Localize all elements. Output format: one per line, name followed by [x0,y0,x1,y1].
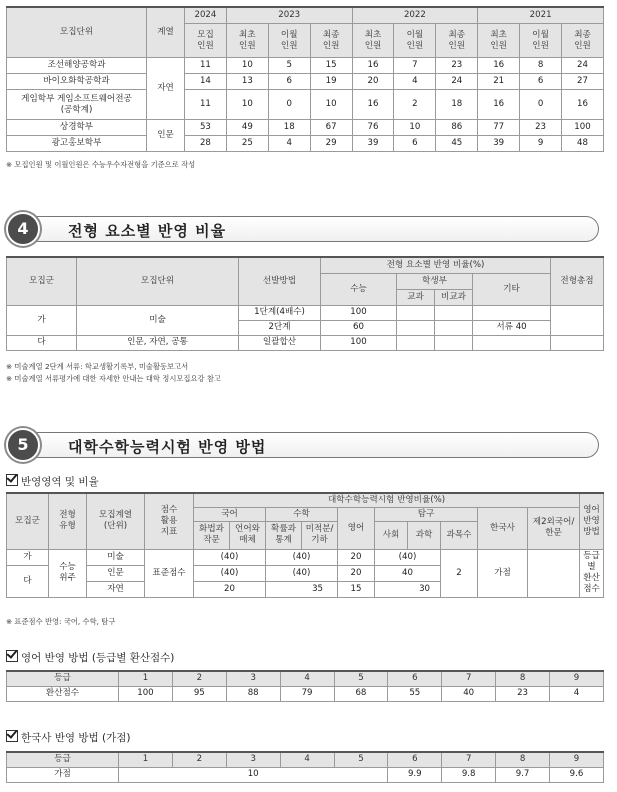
english-method-header: 영어 반영 방법 [580,493,604,549]
korean-header: 국어 [194,507,266,521]
value-cell: 18 [436,90,478,120]
type-header: 전형 유형 [49,493,87,549]
section-4-header [6,212,604,246]
value-cell: 14 [185,74,227,90]
sub-header: 이월 인원 [268,24,310,58]
inquiry-cell: 30 [375,581,441,597]
checkbox-heading-english [6,650,174,665]
grade-cell: 1 [119,752,173,767]
social-header: 사회 [375,521,408,549]
value-cell: 5 [268,58,310,74]
year-2021-header: 2021 [478,7,604,24]
value-cell: 11 [185,90,227,120]
value-cell: 0 [268,90,310,120]
value-cell: 86 [436,120,478,136]
admission-history-table [6,6,604,152]
value-cell: 45 [436,136,478,152]
value-cell: 53 [185,120,227,136]
table-row [7,686,604,701]
english-header: 영어 [338,507,375,549]
field-cell: 인문 [87,565,145,581]
unit-cell: 인문, 자연, 공통 [77,335,239,350]
sub-header: 최종 인원 [562,24,604,58]
grade-cell: 3 [226,752,280,767]
value-cell: 10 [310,90,352,120]
math-sub-header: 확률과 통계 [266,521,302,549]
math-cell: 35 [266,581,338,597]
second-language-header: 제2외국어/ 한문 [528,507,580,549]
grade-cell: 8 [496,671,550,686]
inquiry-cell: (40) [375,549,441,565]
grade-cell: 5 [334,671,388,686]
value-cell: 68 [334,686,388,701]
merged-value-cell: 10 [119,767,388,782]
grade-cell: 7 [442,752,496,767]
table-row [7,767,604,782]
english-method-cell: 등급별 환산점수 [580,549,604,597]
non-subject-cell [435,305,473,320]
unit-header: 모집단위 [7,7,147,58]
grade-header: 등급 [7,752,119,767]
section-5-header [6,428,604,462]
value-cell: 9 [520,136,562,152]
english-grade-table [6,670,604,702]
heading-text: 영어 반영 방법 (등급별 환산점수) [21,652,175,664]
value-cell: 4 [394,74,436,90]
value-cell: 39 [478,136,520,152]
group-header: 모집군 [7,493,49,549]
grade-cell: 2 [172,671,226,686]
table-row [7,335,604,350]
second-language-cell [528,549,580,597]
suneung-cell: 60 [321,320,397,335]
value-cell: 15 [310,58,352,74]
math-header: 수학 [266,507,338,521]
value-cell: 4 [550,686,604,701]
table-row [7,305,604,320]
grade-cell: 3 [226,671,280,686]
field-cell: 미술 [87,549,145,565]
table-note: ※ 미술계열 서류평가에 대한 자세한 안내는 대학 정시모집요강 참고 [6,374,221,383]
english-cell: 20 [338,565,375,581]
unit-cell: 미술 [77,305,239,335]
suneung-ratio-table [6,492,604,598]
inquiry-header: 탐구 [375,507,478,521]
value-cell: 95 [172,686,226,701]
field-header: 계열 [147,7,185,58]
value-cell: 39 [352,136,394,152]
english-cell: 15 [338,581,375,597]
table-note: ※ 표준점수 반영: 국어, 수학, 탐구 [6,617,116,626]
subject-cell [397,305,435,320]
field-cell: 자연 [87,581,145,597]
year-2024-header: 2024 [185,7,227,24]
value-cell: 23 [496,686,550,701]
value-cell: 9.8 [442,767,496,782]
grade-cell: 9 [550,752,604,767]
grade-cell: 6 [388,671,442,686]
sub-header: 최초 인원 [226,24,268,58]
value-cell: 9.6 [550,767,604,782]
sub-header: 모집 인원 [185,24,227,58]
school-record-header: 학생부 [397,273,473,289]
field-cell: 인문 [147,120,185,152]
subject-count-cell: 2 [441,549,478,597]
group-cell: 다 [7,565,49,597]
grade-cell: 1 [119,671,173,686]
grade-cell: 9 [550,671,604,686]
korean-sub-header: 화법과 작문 [194,521,230,549]
non-subject-header: 비교과 [435,289,473,305]
korean-cell: (40) [194,549,266,565]
table-row [7,549,604,565]
score-index-header: 점수 활용 지표 [145,493,194,549]
value-cell: 16 [352,90,394,120]
table-row [7,74,604,90]
ratio-header: 대학수학능력시험 반영비율(%) [194,493,580,507]
selection-ratio-table [6,256,604,351]
value-cell: 9.9 [388,767,442,782]
value-cell: 13 [226,74,268,90]
checkbox-icon [6,730,18,742]
history-header: 한국사 [478,507,528,549]
table-row [7,120,604,136]
sub-header: 이월 인원 [520,24,562,58]
value-cell: 67 [310,120,352,136]
section-title: 전형 요소별 반영 비율 [68,222,227,240]
subject-cell [397,335,435,350]
section-title: 대학수학능력시험 반영 방법 [68,438,267,456]
grade-cell: 4 [280,752,334,767]
table-note: ※ 모집인원 및 이월인원은 수능우수자전형을 기준으로 작성 [6,160,196,169]
grade-cell: 6 [388,752,442,767]
checkbox-icon [6,474,18,486]
other-cell [473,305,551,320]
value-cell: 27 [562,74,604,90]
row-label: 환산점수 [7,686,119,701]
method-cell: 1단계(4배수) [239,305,321,320]
value-cell: 29 [310,136,352,152]
value-cell: 55 [388,686,442,701]
unit-cell: 조선해양공학과 [7,58,147,74]
value-cell: 10 [226,58,268,74]
unit-cell: 게임학부 게임소프트웨어전공 (공학계) [7,90,147,120]
total-cell [551,335,604,350]
value-cell: 10 [226,90,268,120]
section-number: 4 [6,212,40,246]
value-cell: 0 [520,90,562,120]
sub-header: 최종 인원 [436,24,478,58]
grade-cell: 8 [496,752,550,767]
value-cell: 24 [436,74,478,90]
checkbox-heading-history [6,730,131,745]
type-cell: 수능 위주 [49,549,87,597]
ratio-header: 전형 요소별 반영 비율(%) [321,257,551,273]
subject-count-header: 과목수 [441,521,478,549]
value-cell: 88 [226,686,280,701]
other-cell: 서류 40 [473,320,551,335]
value-cell: 16 [478,90,520,120]
value-cell: 28 [185,136,227,152]
table-row [7,58,604,74]
history-grade-table [6,751,604,783]
unit-header: 모집단위 [77,257,239,305]
math-sub-header: 미적분/ 기하 [302,521,338,549]
field-header: 모집계열 (단위) [87,493,145,549]
group-cell: 가 [7,305,77,335]
method-cell: 일괄합산 [239,335,321,350]
value-cell: 24 [562,58,604,74]
history-cell: 가점 [478,549,528,597]
group-header: 모집군 [7,257,77,305]
table-row [7,90,604,120]
korean-sub-header: 언어와 매체 [230,521,266,549]
section-number: 5 [6,428,40,462]
subject-header: 교과 [397,289,435,305]
value-cell: 4 [268,136,310,152]
value-cell: 19 [310,74,352,90]
checkbox-heading-ratio [6,474,99,489]
value-cell: 25 [226,136,268,152]
value-cell: 6 [268,74,310,90]
value-cell: 18 [268,120,310,136]
korean-cell: 20 [194,581,266,597]
total-cell [551,305,604,335]
grade-cell: 2 [172,752,226,767]
value-cell: 23 [520,120,562,136]
heading-text: 반영영역 및 비율 [21,476,99,488]
checkbox-icon [6,650,18,662]
value-cell: 40 [442,686,496,701]
value-cell: 8 [520,58,562,74]
method-header: 선발방법 [239,257,321,305]
value-cell: 16 [562,90,604,120]
value-cell: 16 [478,58,520,74]
math-cell: (40) [266,549,338,565]
other-header: 기타 [473,273,551,305]
value-cell: 20 [352,74,394,90]
suneung-header: 수능 [321,273,397,305]
method-cell: 2단계 [239,320,321,335]
value-cell: 9.7 [496,767,550,782]
table-row [7,136,604,152]
suneung-cell: 100 [321,335,397,350]
value-cell: 77 [478,120,520,136]
value-cell: 11 [185,58,227,74]
value-cell: 100 [562,120,604,136]
value-cell: 6 [394,136,436,152]
unit-cell: 바이오화학공학과 [7,74,147,90]
non-subject-cell [435,335,473,350]
sub-header: 최종 인원 [310,24,352,58]
year-2023-header: 2023 [226,7,352,24]
value-cell: 49 [226,120,268,136]
science-header: 과학 [408,521,441,549]
value-cell: 21 [478,74,520,90]
value-cell: 23 [436,58,478,74]
unit-cell: 상경학부 [7,120,147,136]
sub-header: 이월 인원 [394,24,436,58]
non-subject-cell [435,320,473,335]
row-label: 가점 [7,767,119,782]
value-cell: 76 [352,120,394,136]
sub-header: 최초 인원 [352,24,394,58]
subject-cell [397,320,435,335]
grade-cell: 4 [280,671,334,686]
unit-cell: 광고홍보학부 [7,136,147,152]
other-cell [473,335,551,350]
value-cell: 16 [352,58,394,74]
english-cell: 20 [338,549,375,565]
value-cell: 100 [119,686,173,701]
heading-text: 한국사 반영 방법 (가점) [21,732,131,744]
year-2022-header: 2022 [352,7,478,24]
table-note: ※ 미술계열 2단계 서류: 학교생활기록부, 미술활동보고서 [6,362,189,371]
value-cell: 6 [520,74,562,90]
value-cell: 7 [394,58,436,74]
inquiry-cell: 40 [375,565,441,581]
group-cell: 다 [7,335,77,350]
grade-cell: 5 [334,752,388,767]
total-header: 전형총점 [551,257,604,305]
value-cell: 48 [562,136,604,152]
grade-cell: 7 [442,671,496,686]
value-cell: 2 [394,90,436,120]
suneung-cell: 100 [321,305,397,320]
sub-header: 최초 인원 [478,24,520,58]
korean-cell: (40) [194,565,266,581]
math-cell: (40) [266,565,338,581]
value-cell: 79 [280,686,334,701]
field-cell: 자연 [147,58,185,120]
group-cell: 가 [7,549,49,565]
grade-header: 등급 [7,671,119,686]
value-cell: 10 [394,120,436,136]
score-cell: 표준점수 [145,549,194,597]
